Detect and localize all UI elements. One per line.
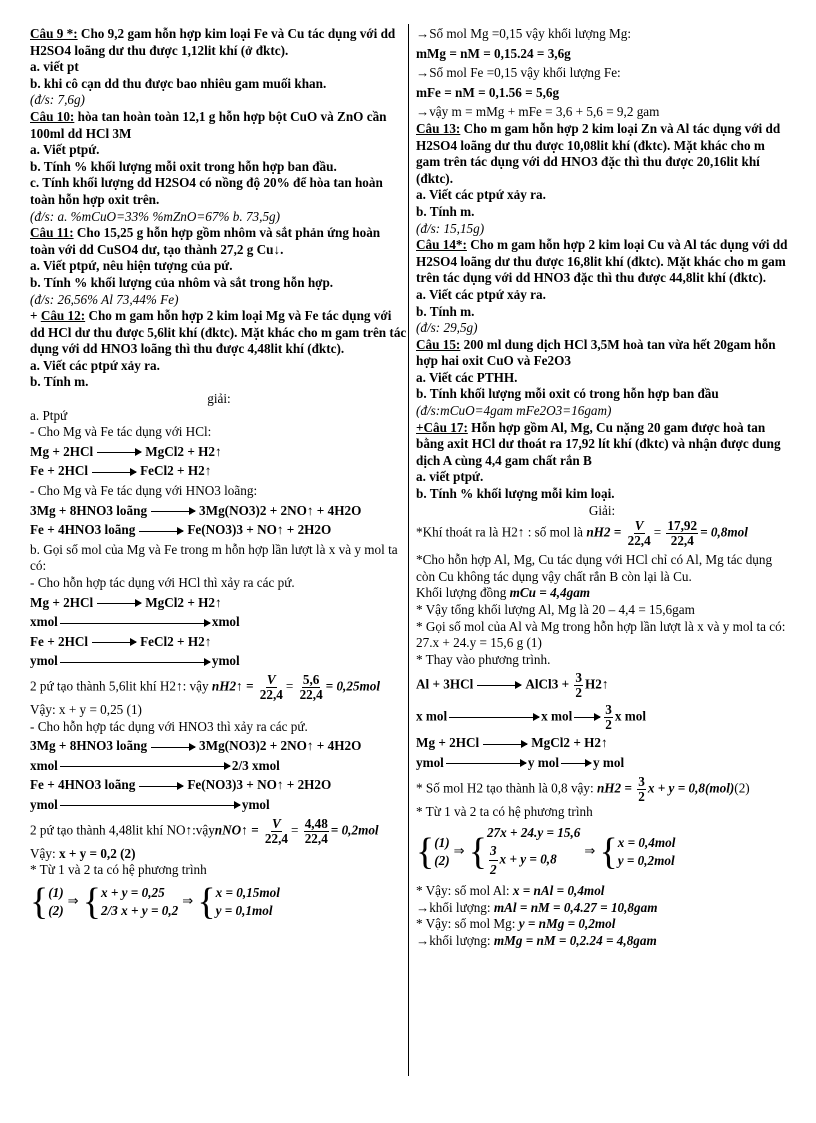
question-12: + Câu 12: Cho m gam hỗn hợp 2 kim loại Mg và Fe tác dụng với dd HCl dư thu được 5,6lit khí (đktc). Mặt khác cho m gam trên tác dụng với dd HNO3 loãng thì thu được 4,48lit khí (đktc). <box>30 308 407 357</box>
q15-answer: (đ/s:mCuO=4gam mFe2O3=16gam) <box>416 403 612 419</box>
reaction-arrow <box>449 717 539 718</box>
mole-line: xmol xmol <box>30 614 240 630</box>
mole-line: xmol 2/3 xmol <box>30 757 280 773</box>
left-column <box>30 26 408 925</box>
fraction: $\frac{3}{2}$ <box>605 702 612 733</box>
q10-part-b: b. Tính % khối lượng mỗi oxit trong hỗn hợp ban đầu. <box>30 158 337 174</box>
q13-part-a: a. Viết các ptpứ xảy ra. <box>416 187 546 203</box>
q9-part-b: b. khi cô cạn dd thu được bao nhiêu gam muối khan. <box>30 75 327 91</box>
al-moles-line: * Vậy: số mol Al: x = nAl = 0,4mol <box>416 883 605 899</box>
solution-heading: Giải: <box>588 502 616 518</box>
reaction-arrow <box>60 623 210 624</box>
solution-line: *Cho hỗn hợp Al, Mg, Cu tác dụng với HCl chỉ có Al, Mg tác dụng còn Cu không tác dụng vậy chất rắn B còn lại là Cu. <box>416 552 773 584</box>
equation: Al + 3HCl AlCl3 + $\frac{3}{2}$ H2↑ <box>416 670 609 701</box>
h2-total-line: * Số mol H2 tạo thành là 0,8 vậy: nH2 = $\frac{3}{2}$ x + y = 0,8(mol)(2) <box>416 773 750 804</box>
solution-line: * Thay vào phương trình. <box>416 651 551 667</box>
equation-2: Vậy: x + y = 0,2 (2) <box>30 845 136 861</box>
reaction-arrow <box>60 662 210 663</box>
q9-part-a: a. viết pt <box>30 59 79 75</box>
q12-part-a: a. Viết các ptpứ xảy ra. <box>30 357 160 373</box>
reaction-arrow <box>60 766 230 767</box>
reaction-arrow <box>574 717 600 718</box>
question-14: Câu 14*: Cho m gam hỗn hợp 2 kim loại Cu và Al tác dụng với dd H2SO4 loãng dư thu được 16,8lit khí (đktc). Mặt khác cho m gam trên tác dụng với dd HNO3 đặc thì thu được 44,8lit khí (đktc). <box>416 237 788 286</box>
q14-part-b: b. Tính m. <box>416 303 475 319</box>
fraction: $\frac{V}{22,4}$ <box>264 815 288 846</box>
solution-heading: giải: <box>207 391 231 407</box>
fraction: $\frac{3}{2}$ <box>489 843 497 878</box>
mass-mg: mMg = nM = 0,15.24 = 3,6g <box>416 45 571 61</box>
equation-system: { (1) (2) ⇒ { x + y = 0,25 2/3 x + y = 0,2 ⇒ { x = 0,15mol y = 0,1mol <box>30 880 280 923</box>
q14-part-a: a. Viết các ptpứ xảy ra. <box>416 286 546 302</box>
mole-line: x mol x mol $\frac{3}{2}$ x mol <box>416 702 647 733</box>
q11-part-b: b. Tính % khối lượng của nhôm và sắt trong hỗn hợp. <box>30 274 334 290</box>
reaction-arrow <box>139 786 183 787</box>
solution-line: →Số mol Fe =0,15 vậy khối lượng Fe: <box>416 65 621 81</box>
h2-moles-line: 2 pứ tạo thành 5,6lit khí H2↑: vậy nH2↑ = $\frac{V}{22,4}$ = $\frac{5,6}{22,4}$ = 0,25mol <box>30 671 381 702</box>
solution-line: - Cho Mg và Fe tác dụng với HNO3 loãng: <box>30 483 258 499</box>
equation-1: Vậy: x + y = 0,25 (1) <box>30 701 142 717</box>
fraction: $\frac{5,6}{22,4}$ <box>299 671 323 702</box>
question-10: Câu 10: hòa tan hoàn toàn 12,1 g hỗn hợp bột CuO và ZnO cần 100ml dd HCl 3M <box>30 108 387 141</box>
mg-mass-line: →khối lượng: mMg = nM = 0,2.24 = 4,8gam <box>416 932 657 948</box>
equation: Fe + 2HCl FeCl2 + H2↑ <box>30 463 212 479</box>
fraction: $\frac{3}{2}$ <box>638 773 645 804</box>
q10-answer: (đ/s: a. %mCuO=33% %mZnO=67% b. 73,5g) <box>30 208 281 224</box>
question-9: Câu 9 *: Cho 9,2 gam hỗn hợp kim loại Fe và Cu tác dụng với dd H2SO4 loãng dư thu được 1,12lit khí (ở đktc). <box>30 26 396 58</box>
reaction-arrow <box>483 744 527 745</box>
reaction-arrow <box>561 763 591 764</box>
question-15: Câu 15: 200 ml dung dịch HCl 3,5M hoà tan vừa hết 20gam hỗn hợp hai oxit CuO và Fe2O3 <box>416 336 776 369</box>
question-13: Câu 13: Cho m gam hỗn hợp 2 kim loại Zn và Al tác dụng với dd H2SO4 loãng dư thu được 10,08lit khí (đktc). Mặt khác cho m gam trên tác dụng với dd HNO3 đặc thì thu được 20,16lit khí (đktc). <box>416 120 781 186</box>
q11-part-a: a. Viết ptpứ, nêu hiện tượng của pứ. <box>30 258 233 274</box>
fraction: $\frac{17,92}{22,4}$ <box>667 518 698 549</box>
fraction: $\frac{V}{22,4}$ <box>259 671 283 702</box>
copper-mass-line: Khối lượng đồng mCu = 4,4gam <box>416 585 591 601</box>
question-11: Câu 11: Cho 15,25 g hỗn hợp gồm nhôm và sắt phản ứng hoàn toàn với dd CuSO4 dư, tạo thành 27,2 g Cu↓. <box>30 225 381 257</box>
q10-part-c: c. Tính khối lượng dd H2SO4 có nồng độ 20% để hòa tan hoàn toàn hỗn hợp oxit trên. <box>30 175 383 207</box>
solution-part-b: b. Gọi số mol của Mg và Fe trong m hỗn hợp lần lượt là x và y mol ta có: <box>30 541 398 574</box>
question-17: +Câu 17: Hỗn hợp gồm Al, Mg, Cu nặng 20 gam được hoà tan bằng axit HCl dư thoát ra 17,92 lít khí (đktc) và nhận được dung dịch A cùng 4,4 gam chất rắn B <box>416 419 781 468</box>
equation: Mg + 2HCl MgCl2 + H2↑ <box>30 443 222 459</box>
mole-line: ymol ymol <box>30 653 240 669</box>
mg-moles-line: * Vậy: số mol Mg: y = nMg = 0,2mol <box>416 916 616 932</box>
solution-line: - Cho hỗn hợp tác dụng với HNO3 thì xảy ra các pứ. <box>30 718 308 734</box>
no-moles-line: 2 pứ tạo thành 4,48lit khí NO↑:vậynNO↑ = $\frac{V}{22,4}$ = $\frac{4,48}{22,4}$ = 0,2mol <box>30 815 379 846</box>
equation: Fe + 4HNO3 loãng Fe(NO3)3 + NO↑ + 2H2O <box>30 522 332 538</box>
column-divider <box>408 24 409 1076</box>
q13-part-b: b. Tính m. <box>416 203 475 219</box>
q11-answer: (đ/s: 26,56% Al 73,44% Fe) <box>30 291 179 307</box>
reaction-arrow <box>92 472 136 473</box>
equation-system: { (1) (2) ⇒ { 27x + 24.y = 15,6 $\frac{3}{2}$ x + y = 0,8 ⇒ { x = 0,4mol y = 0,2mol <box>416 825 676 878</box>
equation: Fe + 2HCl FeCl2 + H2↑ <box>30 633 212 649</box>
mass-fe: mFe = nM = 0,1.56 = 5,6g <box>416 84 560 100</box>
mole-line: ymol y mol y mol <box>416 754 625 770</box>
al-mass-line: →khối lượng: mAl = nM = 0,4.27 = 10,8gam <box>416 899 658 915</box>
system-intro: * Từ 1 và 2 ta có hệ phương trình <box>416 803 593 819</box>
fraction: $\frac{V}{22,4}$ <box>627 518 651 549</box>
fraction: $\frac{3}{2}$ <box>575 670 583 701</box>
mole-line: ymol ymol <box>30 796 270 812</box>
q15-part-b: b. Tính khối lượng mỗi oxit có trong hỗn hợp ban đầu <box>416 386 719 402</box>
solution-line: →Số mol Mg =0,15 vậy khối lượng Mg: <box>416 26 631 41</box>
reaction-arrow <box>92 642 136 643</box>
equation: 3Mg + 8HNO3 loãng 3Mg(NO3)2 + 2NO↑ + 4H2O <box>30 502 362 518</box>
reaction-arrow <box>139 531 183 532</box>
right-column <box>416 26 788 950</box>
h2-moles-line: *Khí thoát ra là H2↑ : số mol là nH2 = $\frac{V}{22,4}$ = $\frac{17,92}{22,4}$ = 0,8mol <box>416 518 748 549</box>
equation: Mg + 2HCl MgCl2 + H2↑ <box>416 735 608 751</box>
solution-line: →vậy m = mMg + mFe = 3,6 + 5,6 = 9,2 gam <box>416 104 660 120</box>
solution-part-a: a. Ptpứ <box>30 407 68 423</box>
q17-part-a: a. viết ptpứ. <box>416 469 484 485</box>
reaction-arrow <box>151 747 195 748</box>
q13-answer: (đ/s: 15,15g) <box>416 220 485 236</box>
reaction-arrow <box>97 452 141 453</box>
solution-line: - Cho Mg và Fe tác dụng với HCl: <box>30 424 212 440</box>
equation: Mg + 2HCl MgCl2 + H2↑ <box>30 594 222 610</box>
q17-part-b: b. Tính % khối lượng mỗi kim loại. <box>416 486 615 502</box>
solution-line: * Gọi số mol của Al và Mg trong hỗn hợp lần lượt là x và y mol ta có: 27.x + 24.y = 15,6 g (1) <box>416 618 786 651</box>
system-intro: * Từ 1 và 2 ta có hệ phương trình <box>30 862 207 878</box>
q10-part-a: a. Viết ptpứ. <box>30 142 100 158</box>
q9-answer: (đ/s: 7,6g) <box>30 92 85 108</box>
reaction-arrow <box>97 603 141 604</box>
q14-answer: (đ/s: 29,5g) <box>416 320 478 336</box>
reaction-arrow <box>446 763 526 764</box>
reaction-arrow <box>477 685 521 686</box>
equation: Fe + 4HNO3 loãng Fe(NO3)3 + NO↑ + 2H2O <box>30 777 332 793</box>
solution-line: * Vậy tổng khối lượng Al, Mg là 20 – 4,4 = 15,6gam <box>416 602 695 617</box>
q12-part-b: b. Tính m. <box>30 374 89 390</box>
fraction: $\frac{4,48}{22,4}$ <box>304 815 328 846</box>
q15-part-a: a. Viết các PTHH. <box>416 369 518 385</box>
equation: 3Mg + 8HNO3 loãng 3Mg(NO3)2 + 2NO↑ + 4H2O <box>30 738 362 754</box>
reaction-arrow <box>60 805 240 806</box>
solution-line: - Cho hỗn hợp tác dụng với HCl thì xảy ra các pứ. <box>30 575 295 590</box>
reaction-arrow <box>151 511 195 512</box>
